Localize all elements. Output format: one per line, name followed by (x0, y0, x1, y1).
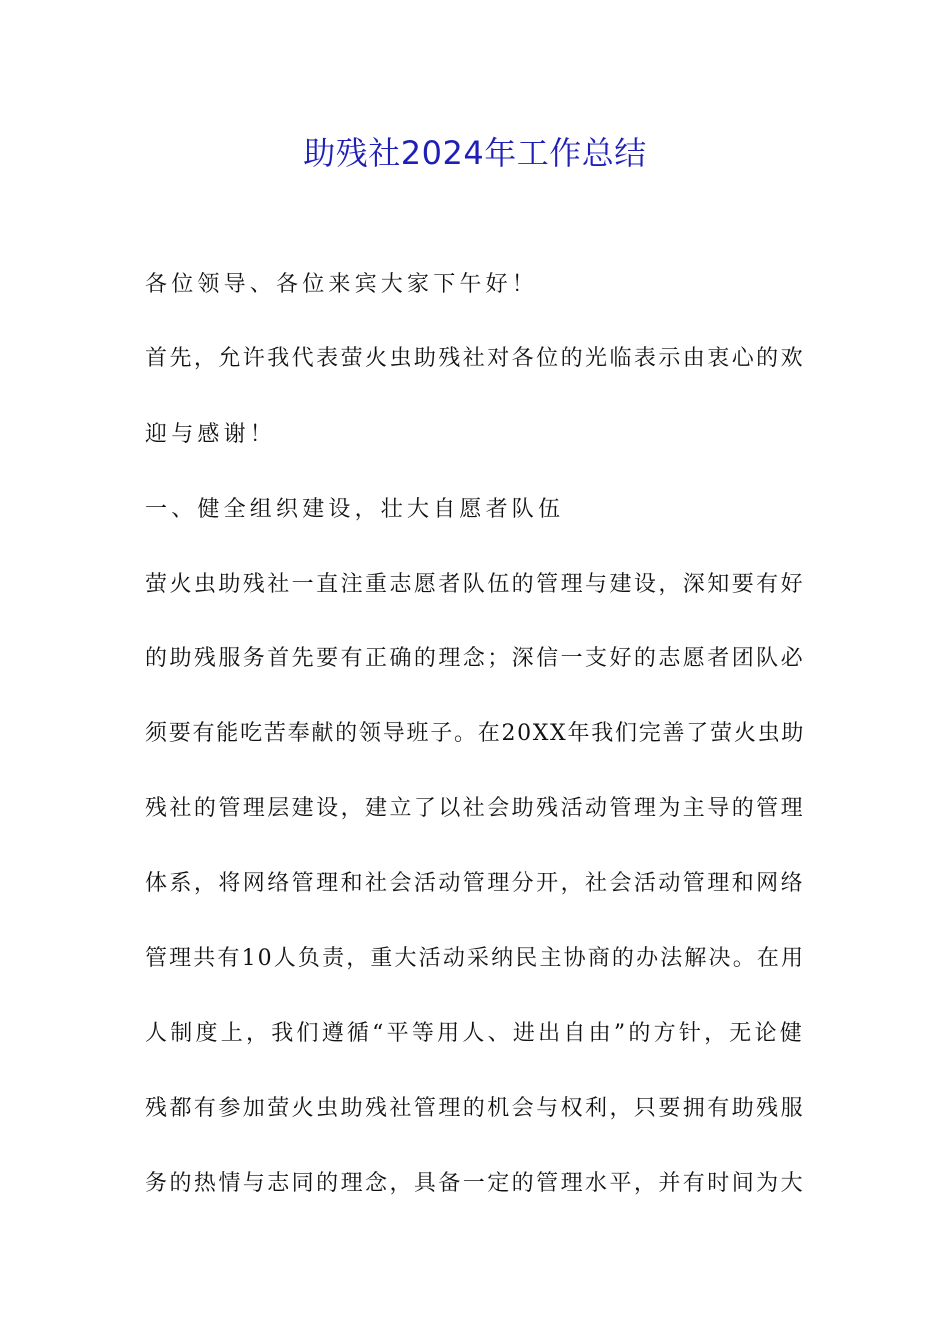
text-line-greeting: 各位领导、各位来宾大家下午好！ (145, 272, 539, 297)
text-line: 务的热情与志同的理念，具备一定的管理水平，并有时间为大 (145, 1171, 805, 1196)
text-line: 迎与感谢！ (145, 422, 277, 447)
text-line: 须要有能吃苦奉献的领导班子。在20XX年我们完善了萤火虫助 (145, 721, 805, 746)
section-heading: 一、健全组织建设，壮大自愿者队伍 (145, 497, 565, 522)
text-line: 人制度上，我们遵循“平等用人、进出自由”的方针，无论健 (145, 1021, 805, 1046)
text-line: 的助残服务首先要有正确的理念；深信一支好的志愿者团队必 (145, 646, 805, 671)
text-line: 首先，允许我代表萤火虫助残社对各位的光临表示由衷心的欢 (145, 346, 805, 371)
text-line: 残都有参加萤火虫助残社管理的机会与权利，只要拥有助残服 (145, 1096, 805, 1121)
document-title: 助残社2024年工作总结 (303, 134, 647, 172)
text-line: 体系，将网络管理和社会活动管理分开，社会活动管理和网络 (145, 871, 805, 896)
text-line: 萤火虫助残社一直注重志愿者队伍的管理与建设，深知要有好 (145, 572, 805, 597)
text-line: 管理共有10人负责，重大活动采纳民主协商的办法解决。在用 (145, 946, 805, 971)
text-line: 残社的管理层建设，建立了以社会助残活动管理为主导的管理 (145, 796, 805, 821)
